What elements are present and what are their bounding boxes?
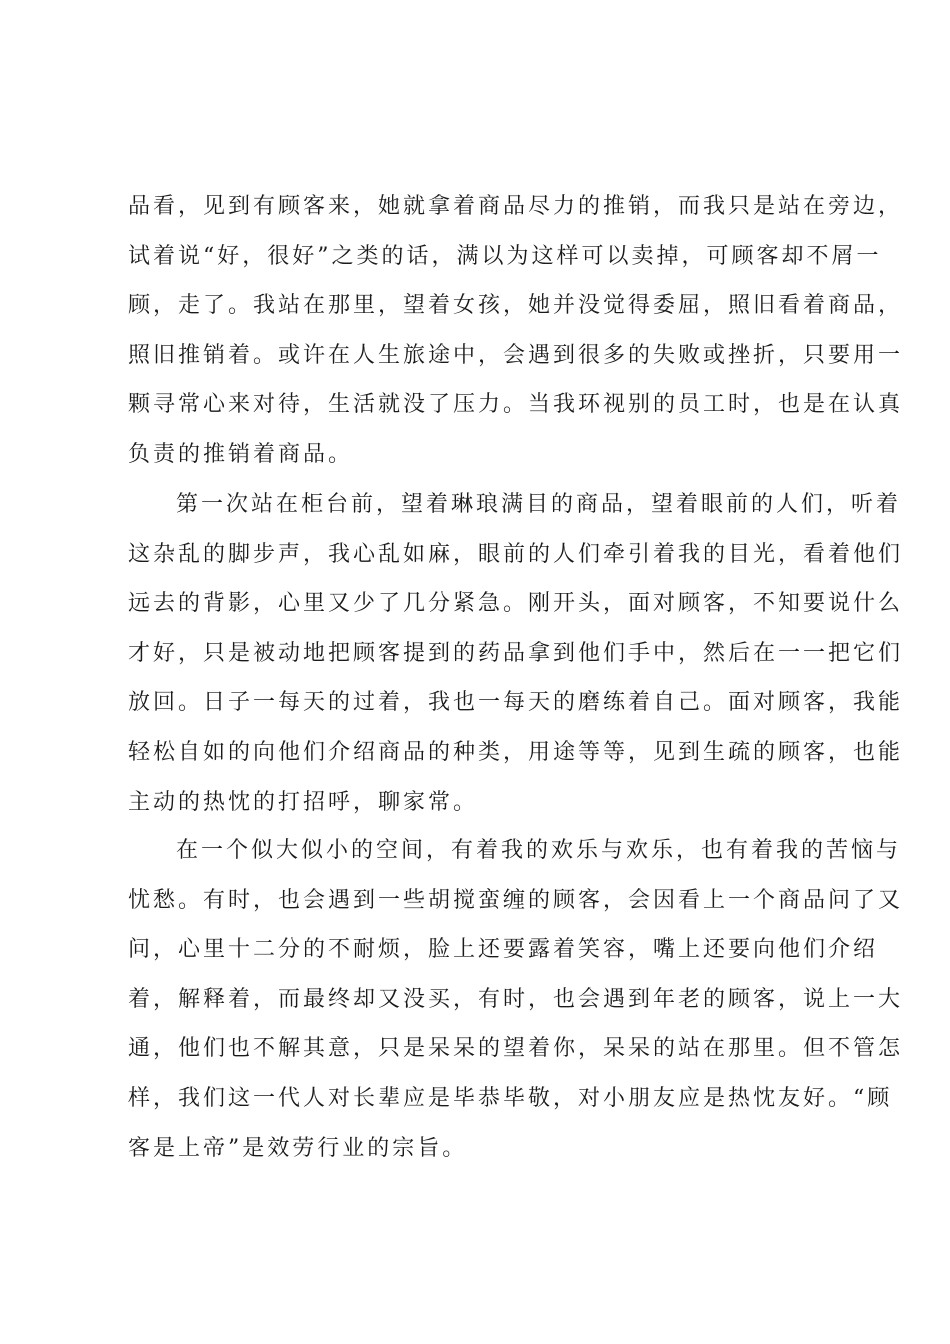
paragraph-line: 照旧推销着。或许在人生旅途中，会遇到很多的失败或挫折，只要用一	[128, 342, 904, 368]
paragraph-line: 主动的热忱的打招呼，聊家常。	[128, 789, 479, 815]
paragraph-line: 才好，只是被动地把顾客提到的药品拿到他们手中，然后在一一把它们	[128, 640, 904, 666]
paragraph-line: 样，我们这一代人对长辈应是毕恭毕敬，对小朋友应是热忱友好。“顾	[128, 1085, 893, 1111]
paragraph-line: 品看，见到有顾客来，她就拿着商品尽力的推销，而我只是站在旁边，	[128, 194, 904, 219]
paragraph-line: 颗寻常心来对待，生活就没了压力。当我环视别的员工时，也是在认真	[128, 392, 904, 418]
paragraph-line: 轻松自如的向他们介绍商品的种类，用途等等，见到生疏的顾客，也能	[128, 739, 904, 765]
paragraph-line: 放回。日子一每天的过着，我也一每天的磨练着自己。面对顾客，我能	[128, 690, 904, 716]
paragraph-line: 试着说“好，很好”之类的话，满以为这样可以卖掉，可顾客却不屑一	[128, 243, 882, 269]
paragraph-line: 第一次站在柜台前，望着琳琅满目的商品，望着眼前的人们，听着	[176, 492, 902, 517]
paragraph-line: 顾，走了。我站在那里，望着女孩，她并没觉得委屈，照旧看着商品，	[128, 293, 904, 319]
paragraph-line: 客是上帝”是效劳行业的宗旨。	[128, 1135, 468, 1161]
paragraph-line: 问，心里十二分的不耐烦，脸上还要露着笑容，嘴上还要向他们介绍	[128, 937, 879, 963]
paragraph-line: 远去的背影，心里又少了几分紧急。刚开头，面对顾客，不知要说什么	[128, 591, 904, 617]
paragraph-line: 负责的推销着商品。	[128, 441, 354, 467]
paragraph-line: 着，解释着，而最终却又没买，有时，也会遇到年老的顾客，说上一大	[128, 986, 904, 1012]
paragraph-line: 通，他们也不解其意，只是呆呆的望着你，呆呆的站在那里。但不管怎	[128, 1036, 904, 1062]
paragraph-line: 这杂乱的脚步声，我心乱如麻，眼前的人们牵引着我的目光，看着他们	[128, 541, 904, 567]
paragraph-1	[128, 182, 904, 480]
paragraph-line: 忧愁。有时，也会遇到一些胡搅蛮缠的顾客，会因看上一个商品问了又	[128, 887, 904, 913]
paragraph-3	[128, 826, 904, 1173]
paragraph-2	[128, 480, 904, 827]
paragraph-line: 在一个似大似小的空间，有着我的欢乐与欢乐，也有着我的苦恼与	[176, 838, 902, 863]
